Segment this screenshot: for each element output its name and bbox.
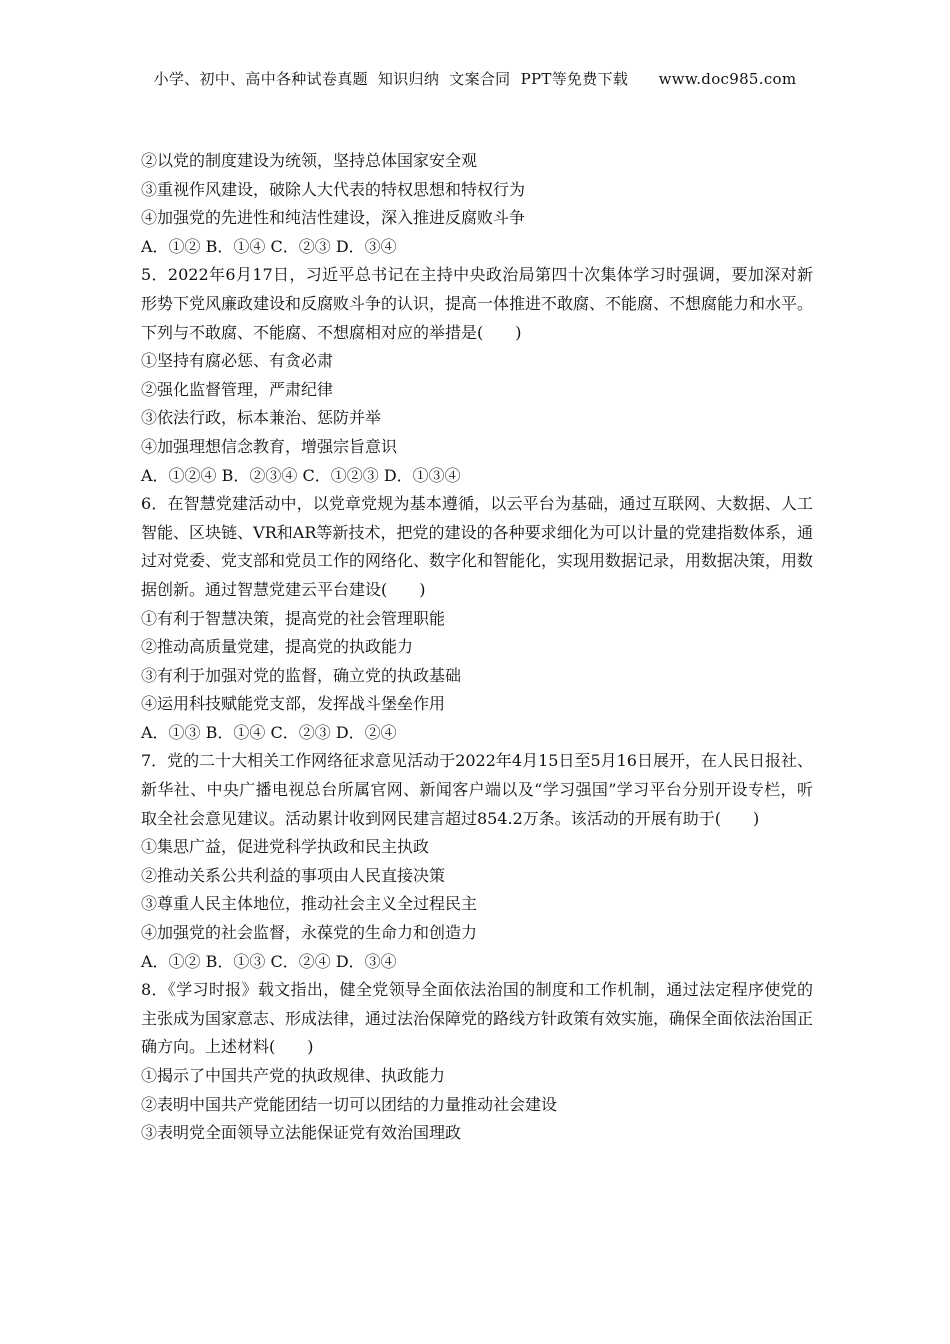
q6-option-2: ②推动高质量党建，提高党的执政能力	[141, 637, 414, 657]
q8-option-2: ②表明中国共产党能团结一切可以团结的力量推动社会建设	[141, 1094, 558, 1114]
q5-option-3: ③依法行政，标本兼治、惩防并举	[141, 408, 382, 428]
q4-answer-choices: A．①② B．①④ C．②③ D．③④	[141, 236, 397, 256]
q7-answer-choices: A．①② B．①③ C．②④ D．③④	[141, 951, 397, 971]
q5-option-2: ②强化监督管理，严肃纪律	[141, 379, 334, 399]
exam-content	[141, 147, 813, 1148]
q8-option-1: ①揭示了中国共产党的执政规律、执政能力	[141, 1066, 446, 1085]
q6-option-3: ③有利于加强对党的监督，确立党的执政基础	[141, 665, 462, 685]
q5-option-1: ①坚持有腐必惩、有贪必肃	[141, 351, 334, 371]
q5-stem: 5．2022年6月17日，习近平总书记在主持中央政治局第四十次集体学习时强调，要加深对新形势下党风廉政建设和反腐败斗争的认识，提高一体推进不敢腐、不能腐、不想腐能力和水平。下列与不敢腐、不能腐、不想腐相对应的举措是( )	[141, 265, 814, 342]
q6-option-4: ④运用科技赋能党支部，发挥战斗堡垒作用	[141, 694, 446, 714]
q4-option-2: ②以党的制度建设为统领，坚持总体国家安全观	[141, 151, 478, 170]
q6-stem: 6．在智慧党建活动中，以党章党规为基本遵循，以云平台为基础，通过互联网、大数据、人工智能、区块链、VR和AR等新技术，把党的建设的各种要求细化为可以计量的党建指数体系，通过对党委、党支部和党员工作的网络化、数字化和智能化，实现用数据记录，用数据决策，用数据创新。通过智慧党建云平台建设( )	[141, 494, 814, 599]
q5-option-4: ④加强理想信念教育，增强宗旨意识	[141, 436, 398, 456]
q4-option-3: ③重视作风建设，破除人大代表的特权思想和特权行为	[141, 179, 526, 199]
q8-stem: 8．《学习时报》载文指出，健全党领导全面依法治国的制度和工作机制，通过法定程序使党的主张成为国家意志、形成法律，通过法治保障党的路线方针政策有效实施，确保全面依法治国正确方向。上述材料( )	[141, 980, 814, 1057]
q5-answer-choices: A．①②④ B．②③④ C．①②③ D．①③④	[141, 465, 461, 485]
q6-option-1: ①有利于智慧决策，提高党的社会管理职能	[141, 608, 446, 628]
q7-option-3: ③尊重人民主体地位，推动社会主义全过程民主	[141, 894, 478, 914]
q4-option-4: ④加强党的先进性和纯洁性建设，深入推进反腐败斗争	[141, 208, 526, 228]
q7-option-2: ②推动关系公共利益的事项由人民直接决策	[141, 865, 446, 885]
q7-option-4: ④加强党的社会监督，永葆党的生命力和创造力	[141, 923, 478, 943]
q7-option-1: ①集思广益，促进党科学执政和民主执政	[141, 837, 430, 857]
page-header: 小学、初中、高中各种试卷真题 知识归纳 文案合同 PPT等免费下载 www.doc985.com	[153, 70, 797, 88]
q6-answer-choices: A．①③ B．①④ C．②③ D．②④	[141, 722, 397, 742]
q7-stem: 7．党的二十大相关工作网络征求意见活动于2022年4月15日至5月16日展开，在人民日报社、新华社、中央广播电视总台所属官网、新闻客户端以及“学习强国”学习平台分别开设专栏，听取全社会意见建议。活动累计收到网民建言超过854.2万条。该活动的开展有助于( )	[141, 751, 813, 828]
q8-option-3: ③表明党全面领导立法能保证党有效治国理政	[141, 1123, 462, 1143]
